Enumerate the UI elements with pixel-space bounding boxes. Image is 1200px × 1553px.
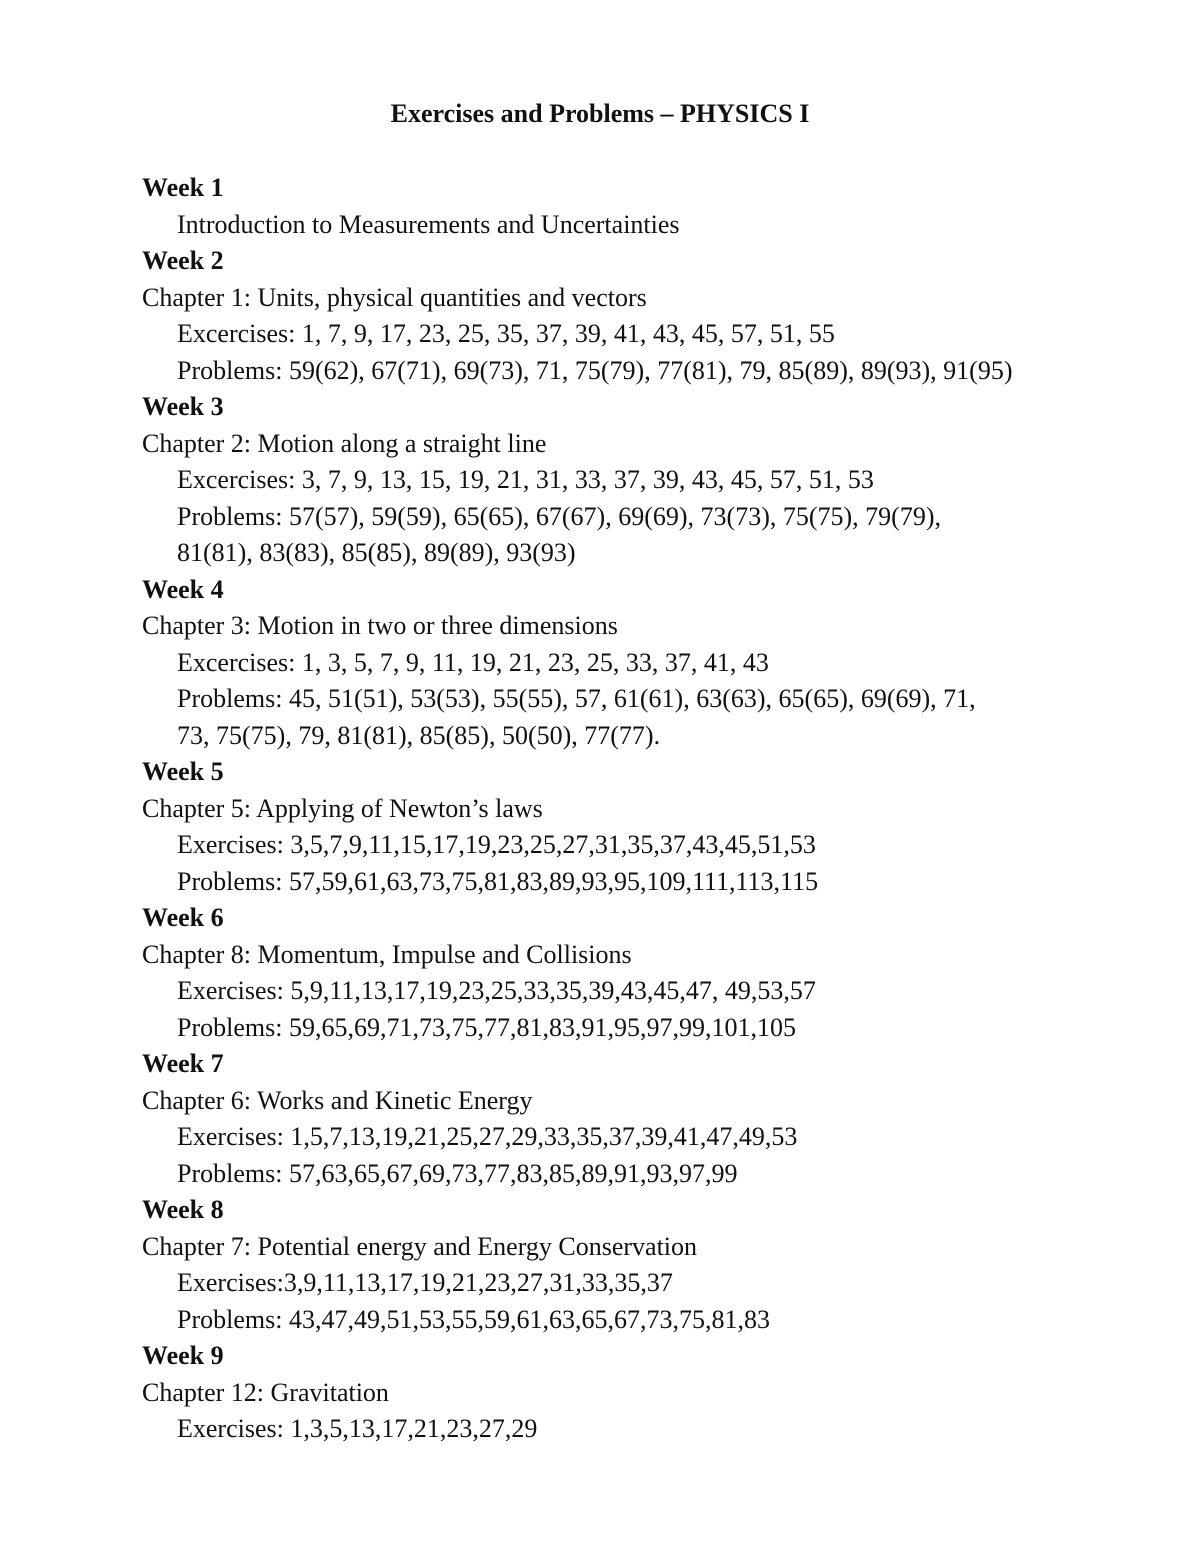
- exercises-line: Excercises: 1, 7, 9, 17, 23, 25, 35, 37, 39, 41, 43, 45, 57, 51, 55: [177, 319, 835, 348]
- chapter-title: Chapter 5: Applying of Newton’s laws: [142, 793, 543, 823]
- week-heading: Week 5: [142, 757, 224, 786]
- chapter-title: Chapter 12: Gravitation: [142, 1377, 389, 1407]
- week-heading: Week 1: [142, 173, 224, 202]
- exercises-line: Exercises: 3,5,7,9,11,15,17,19,23,25,27,31,35,37,43,45,51,53: [177, 830, 816, 859]
- chapter-title: Chapter 6: Works and Kinetic Energy: [142, 1085, 533, 1115]
- week-heading: Week 9: [142, 1341, 224, 1370]
- problems-line: Problems: 57,59,61,63,73,75,81,83,89,93,95,109,111,113,115: [177, 866, 819, 896]
- problems-line: Problems: 43,47,49,51,53,55,59,61,63,65,67,73,75,81,83: [177, 1304, 770, 1334]
- problems-line-continued: 81(81), 83(83), 85(85), 89(89), 93(93): [177, 538, 576, 567]
- week-heading: Week 3: [142, 392, 224, 421]
- problems-line: Problems: 59,65,69,71,73,75,77,81,83,91,95,97,99,101,105: [177, 1012, 796, 1042]
- chapter-title: Chapter 1: Units, physical quantities and vectors: [142, 282, 647, 312]
- week-heading: Week 2: [142, 246, 224, 275]
- exercises-line: Excercises: 3, 7, 9, 13, 15, 19, 21, 31, 33, 37, 39, 43, 45, 57, 51, 53: [177, 465, 874, 494]
- chapter-title: Chapter 2: Motion along a straight line: [142, 428, 547, 458]
- exercises-line: Excercises: 1, 3, 5, 7, 9, 11, 19, 21, 23, 25, 33, 37, 41, 43: [177, 647, 769, 677]
- chapter-title: Chapter 3: Motion in two or three dimensions: [142, 611, 618, 640]
- chapter-title: Chapter 8: Momentum, Impulse and Collisions: [142, 939, 632, 969]
- week-heading: Week 8: [142, 1195, 224, 1224]
- exercises-line: Exercises: 1,5,7,13,19,21,25,27,29,33,35,37,39,41,47,49,53: [177, 1122, 798, 1151]
- problems-line: Problems: 45, 51(51), 53(53), 55(55), 57, 61(61), 63(63), 65(65), 69(69), 71,: [177, 684, 976, 713]
- problems-line: Problems: 57(57), 59(59), 65(65), 67(67), 69(69), 73(73), 75(75), 79(79),: [177, 501, 941, 531]
- week-heading: Week 4: [142, 574, 224, 604]
- exercises-line: Exercises:3,9,11,13,17,19,21,23,27,31,33,35,37: [177, 1268, 673, 1297]
- week-list: [142, 170, 1162, 1448]
- topic-line: Introduction to Measurements and Uncertainties: [177, 209, 680, 239]
- document-title: Exercises and Problems – PHYSICS I: [390, 99, 810, 128]
- exercises-line: Exercises: 1,3,5,13,17,21,23,27,29: [177, 1414, 538, 1443]
- problems-line: Problems: 57,63,65,67,69,73,77,83,85,89,91,93,97,99: [177, 1158, 738, 1188]
- exercises-line: Exercises: 5,9,11,13,17,19,23,25,33,35,39,43,45,47, 49,53,57: [177, 976, 816, 1005]
- week-heading: Week 7: [142, 1049, 224, 1078]
- problems-line-continued: 73, 75(75), 79, 81(81), 85(85), 50(50), 77(77).: [177, 720, 661, 750]
- chapter-title: Chapter 7: Potential energy and Energy Conservation: [142, 1231, 698, 1261]
- week-heading: Week 6: [142, 903, 224, 932]
- problems-line: Problems: 59(62), 67(71), 69(73), 71, 75(79), 77(81), 79, 85(89), 89(93), 91(95): [177, 355, 1013, 385]
